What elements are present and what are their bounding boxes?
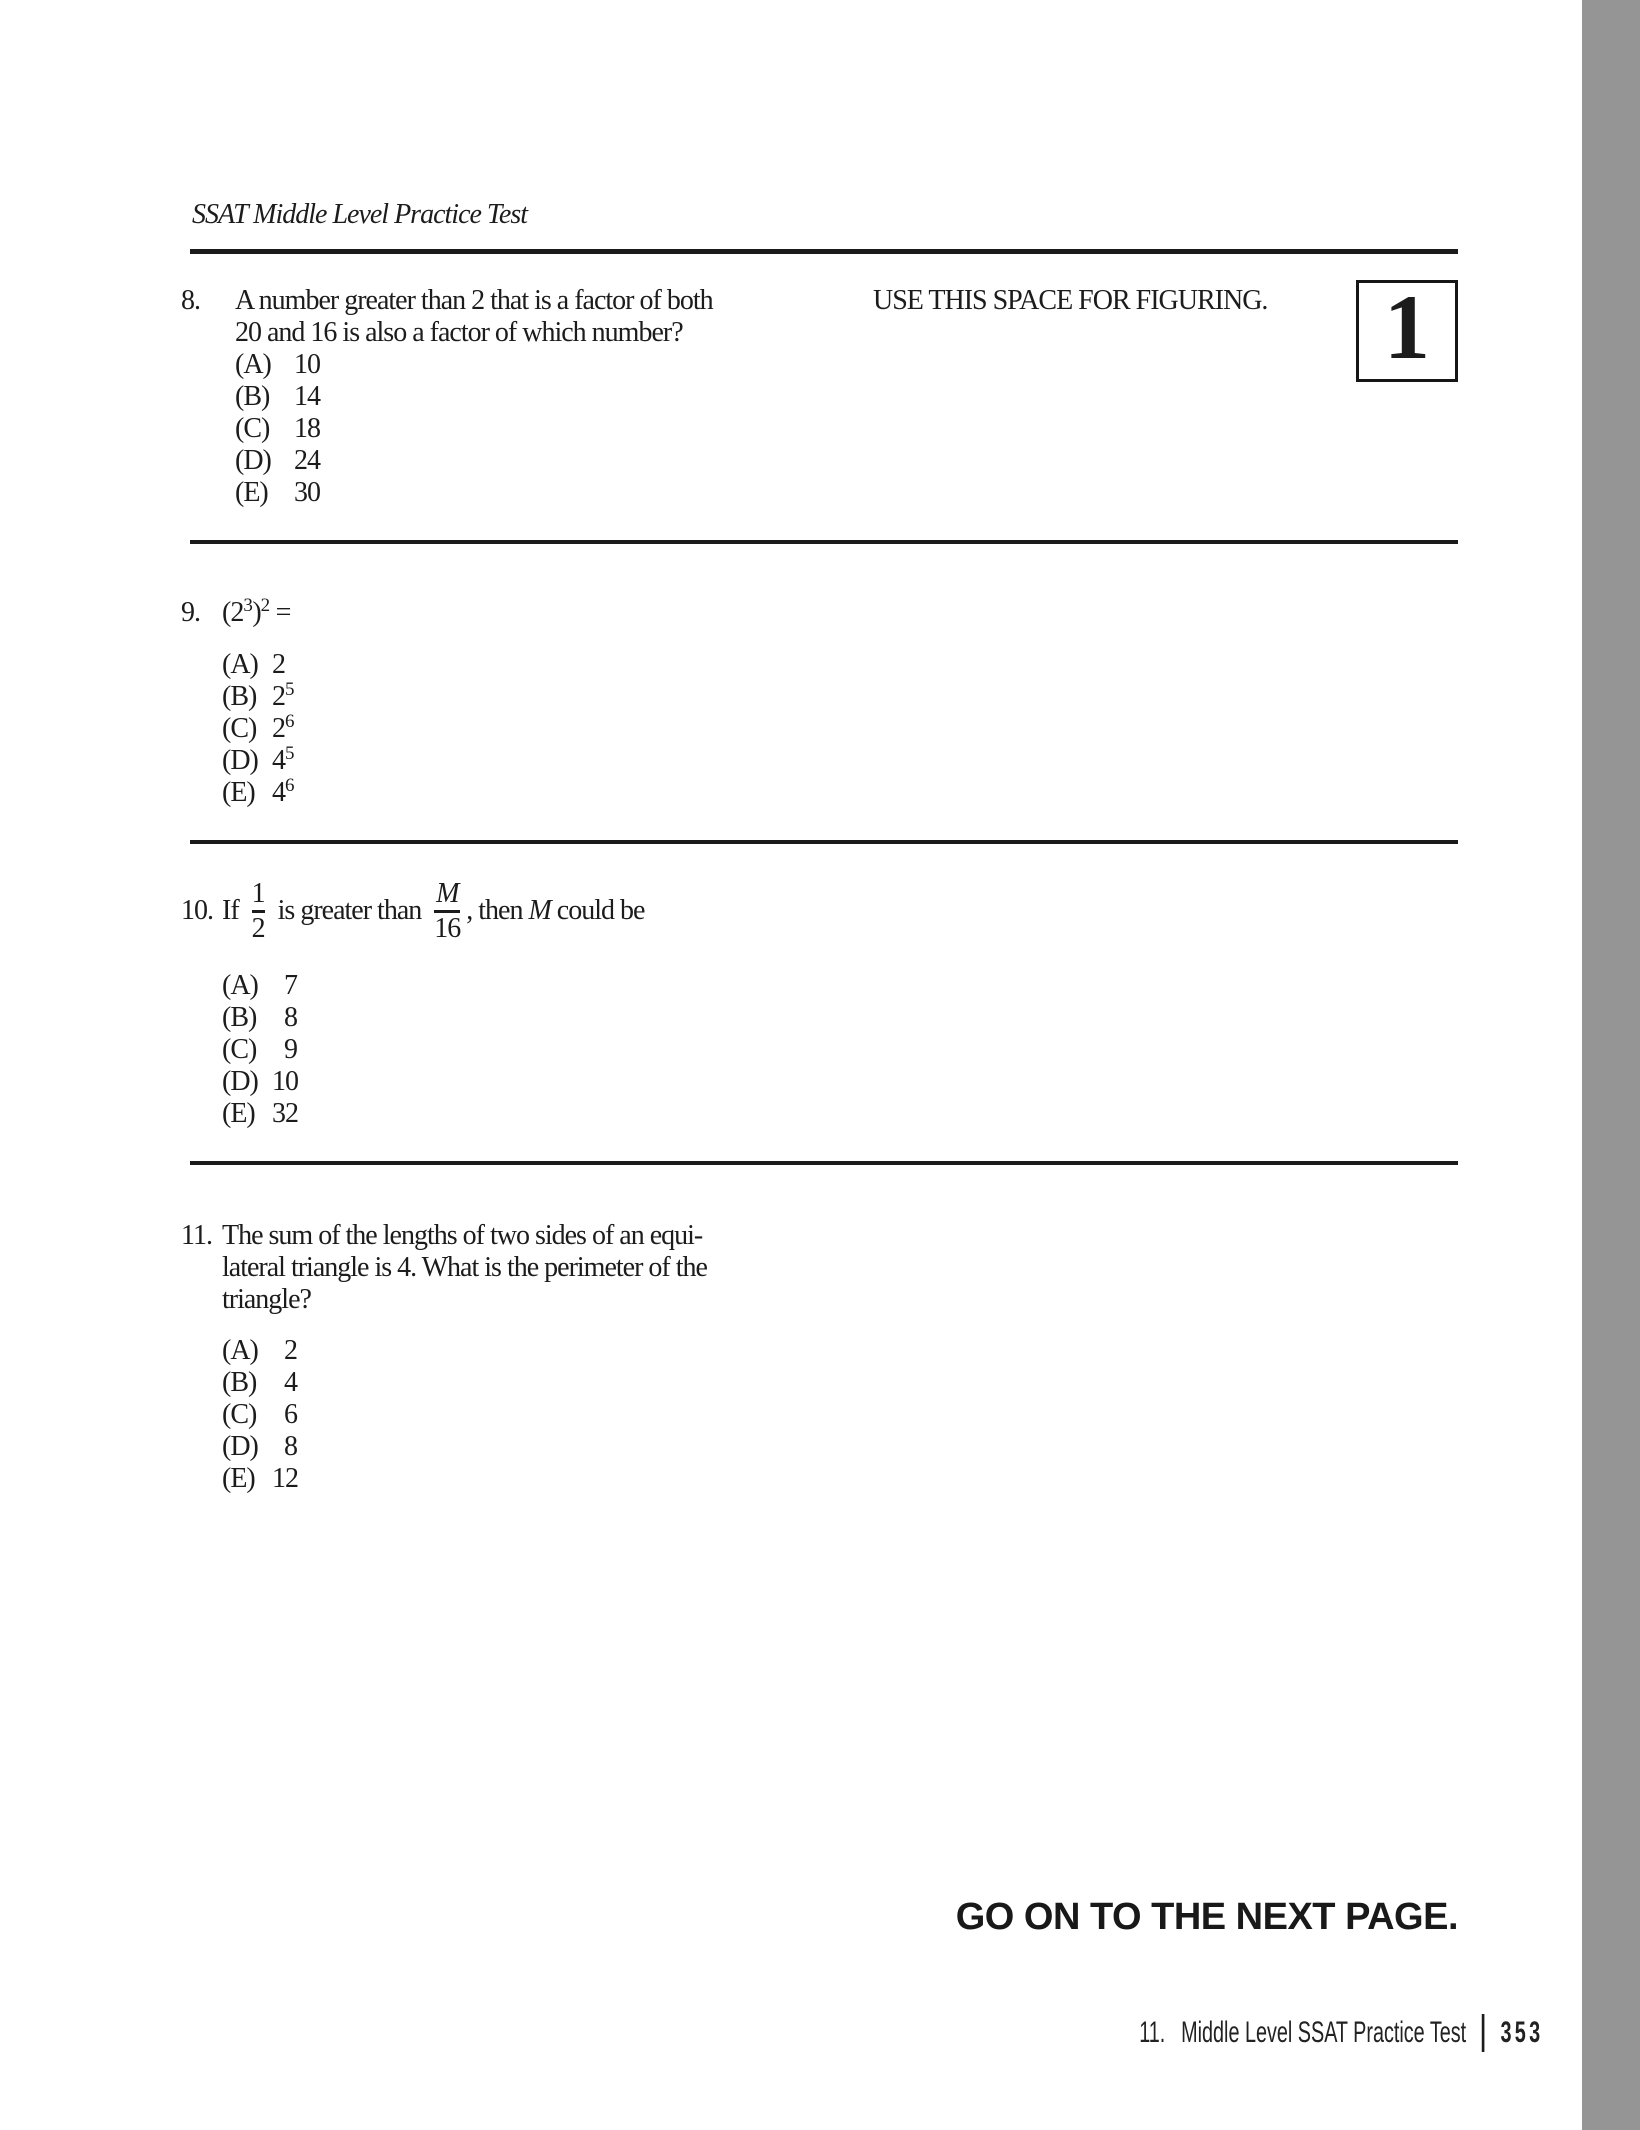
choice-value: 7 — [284, 970, 297, 1001]
choice-letter: (D) — [222, 1066, 258, 1097]
choice-letter: (D) — [222, 1431, 258, 1462]
choice-row — [235, 413, 713, 445]
section-divider — [190, 540, 1458, 544]
fraction-denominator: 16 — [434, 912, 461, 944]
choice-value: 32 — [272, 1098, 298, 1129]
choice-exponent: 5 — [285, 679, 294, 700]
footer-separator — [1482, 2014, 1485, 2052]
choice-letter: (C) — [222, 713, 257, 744]
choice-row — [222, 1034, 644, 1066]
choice-list — [222, 649, 297, 809]
choice-row — [222, 970, 644, 1002]
choice-letter: (B) — [222, 681, 257, 712]
section-number-box — [1356, 276, 1458, 382]
choice-letter: (E) — [235, 477, 268, 508]
choice-row — [222, 777, 297, 809]
choice-value: $2^5$ — [272, 679, 294, 712]
choice-exponent: 6 — [285, 775, 294, 796]
fraction-numerator: 1 — [251, 877, 265, 909]
choice-row — [222, 1431, 707, 1463]
choice-list — [235, 349, 713, 509]
choice-row — [222, 1399, 707, 1431]
question-number: 9. — [181, 597, 200, 628]
choice-value: 10 — [272, 1066, 298, 1097]
stem-text: If — [222, 895, 239, 926]
choice-row — [222, 1002, 644, 1034]
choice-row — [222, 1367, 707, 1399]
question-number: 8. — [181, 285, 200, 316]
choice-value: $4^6$ — [272, 775, 294, 808]
choice-row — [235, 349, 713, 381]
question-stem — [222, 1220, 707, 1316]
question-11 — [181, 1220, 707, 1495]
choice-row — [235, 381, 713, 413]
stem-line: triangle? — [222, 1284, 311, 1315]
choice-letter: (A) — [222, 970, 258, 1001]
question-10 — [181, 874, 644, 1130]
footer-chapter-number: 11. — [1138, 2016, 1165, 2049]
choice-letter: (A) — [222, 1335, 258, 1366]
choice-row — [222, 745, 297, 777]
question-body — [222, 1220, 707, 1495]
stem-variable: M — [528, 895, 551, 926]
choice-value: 18 — [294, 413, 320, 444]
question-number: 11. — [181, 1220, 212, 1251]
stem-line: 20 and 16 is also a factor of which number? — [235, 317, 683, 348]
question-stem — [235, 285, 713, 349]
fraction — [250, 879, 267, 944]
choice-row — [235, 445, 713, 477]
choice-value: 8 — [284, 1002, 297, 1033]
go-on-notice: GO ON TO THE NEXT PAGE. — [955, 1896, 1458, 1938]
choice-value: 12 — [272, 1463, 298, 1494]
choice-row — [222, 681, 297, 713]
stem-text: = — [269, 597, 291, 628]
choice-letter: (E) — [222, 1463, 255, 1494]
choice-list — [222, 1335, 707, 1495]
stem-text: ) — [252, 597, 261, 628]
choice-value: 14 — [294, 381, 320, 412]
choice-row — [222, 649, 297, 681]
choice-value: 8 — [284, 1431, 297, 1462]
choice-list — [222, 970, 644, 1130]
stem-text: is greater than — [277, 895, 422, 926]
stem-exponent: 2 — [260, 595, 270, 616]
question-body — [222, 874, 644, 1130]
choice-row — [222, 713, 297, 745]
right-edge-gray-bar — [1582, 0, 1640, 2130]
fraction — [432, 879, 462, 944]
choice-value: 2 — [272, 649, 285, 680]
section-divider — [190, 1161, 1458, 1165]
question-stem — [222, 874, 644, 948]
question-body — [235, 285, 713, 509]
fraction-numerator: M — [436, 877, 459, 909]
section-divider — [190, 840, 1458, 844]
choice-value: 24 — [294, 445, 320, 476]
choice-letter: (E) — [222, 777, 255, 808]
choice-letter: (E) — [222, 1098, 255, 1129]
choice-letter: (B) — [235, 381, 270, 412]
choice-value: $4^5$ — [272, 743, 294, 776]
stem-text: , then — [466, 895, 523, 926]
choice-letter: (B) — [222, 1367, 257, 1398]
question-8 — [181, 285, 713, 509]
figuring-space-label: USE THIS SPACE FOR FIGURING. — [873, 285, 1268, 316]
choice-value: 10 — [294, 349, 320, 380]
choice-row — [222, 1335, 707, 1367]
choice-row — [222, 1463, 707, 1495]
header-rule — [190, 249, 1458, 254]
stem-line: The sum of the lengths of two sides of an equi- — [222, 1220, 703, 1251]
footer — [1139, 2014, 1543, 2052]
choice-value: $2^6$ — [272, 711, 294, 744]
choice-value: 6 — [284, 1399, 297, 1430]
choice-letter: (D) — [222, 745, 258, 776]
footer-book-title: Middle Level SSAT Practice Test — [1180, 2016, 1466, 2049]
choice-letter: (C) — [222, 1399, 257, 1430]
stem-line: A number greater than 2 that is a factor of both — [235, 285, 713, 316]
choice-row — [222, 1066, 644, 1098]
choice-exponent: 6 — [285, 711, 294, 732]
fraction-denominator: 2 — [251, 912, 265, 944]
question-9 — [181, 597, 297, 809]
footer-page-number: 353 — [1500, 2016, 1543, 2049]
choice-letter: (A) — [235, 349, 271, 380]
choice-letter: (C) — [235, 413, 270, 444]
question-stem — [222, 597, 297, 629]
choice-value: 4 — [284, 1367, 297, 1398]
page-title: SSAT Middle Level Practice Test — [192, 199, 528, 230]
choice-value: 9 — [284, 1034, 297, 1065]
stem-exponent: 3 — [243, 595, 253, 616]
choice-letter: (C) — [222, 1034, 257, 1065]
choice-row — [235, 477, 713, 509]
choice-letter: (B) — [222, 1002, 257, 1033]
stem-text: (2 — [222, 597, 244, 628]
stem-line: lateral triangle is 4. What is the perimeter of the — [222, 1252, 707, 1283]
section-number: 1 — [1384, 276, 1430, 378]
stem-text-group — [466, 895, 644, 927]
choice-letter: (A) — [222, 649, 258, 680]
choice-value: 30 — [294, 477, 320, 508]
choice-exponent: 5 — [285, 743, 294, 764]
stem-text: could be — [556, 895, 645, 926]
choice-value: 2 — [284, 1335, 297, 1366]
choice-letter: (D) — [235, 445, 271, 476]
choice-row — [222, 1098, 644, 1130]
question-body — [222, 597, 297, 809]
question-number: 10. — [181, 895, 213, 926]
